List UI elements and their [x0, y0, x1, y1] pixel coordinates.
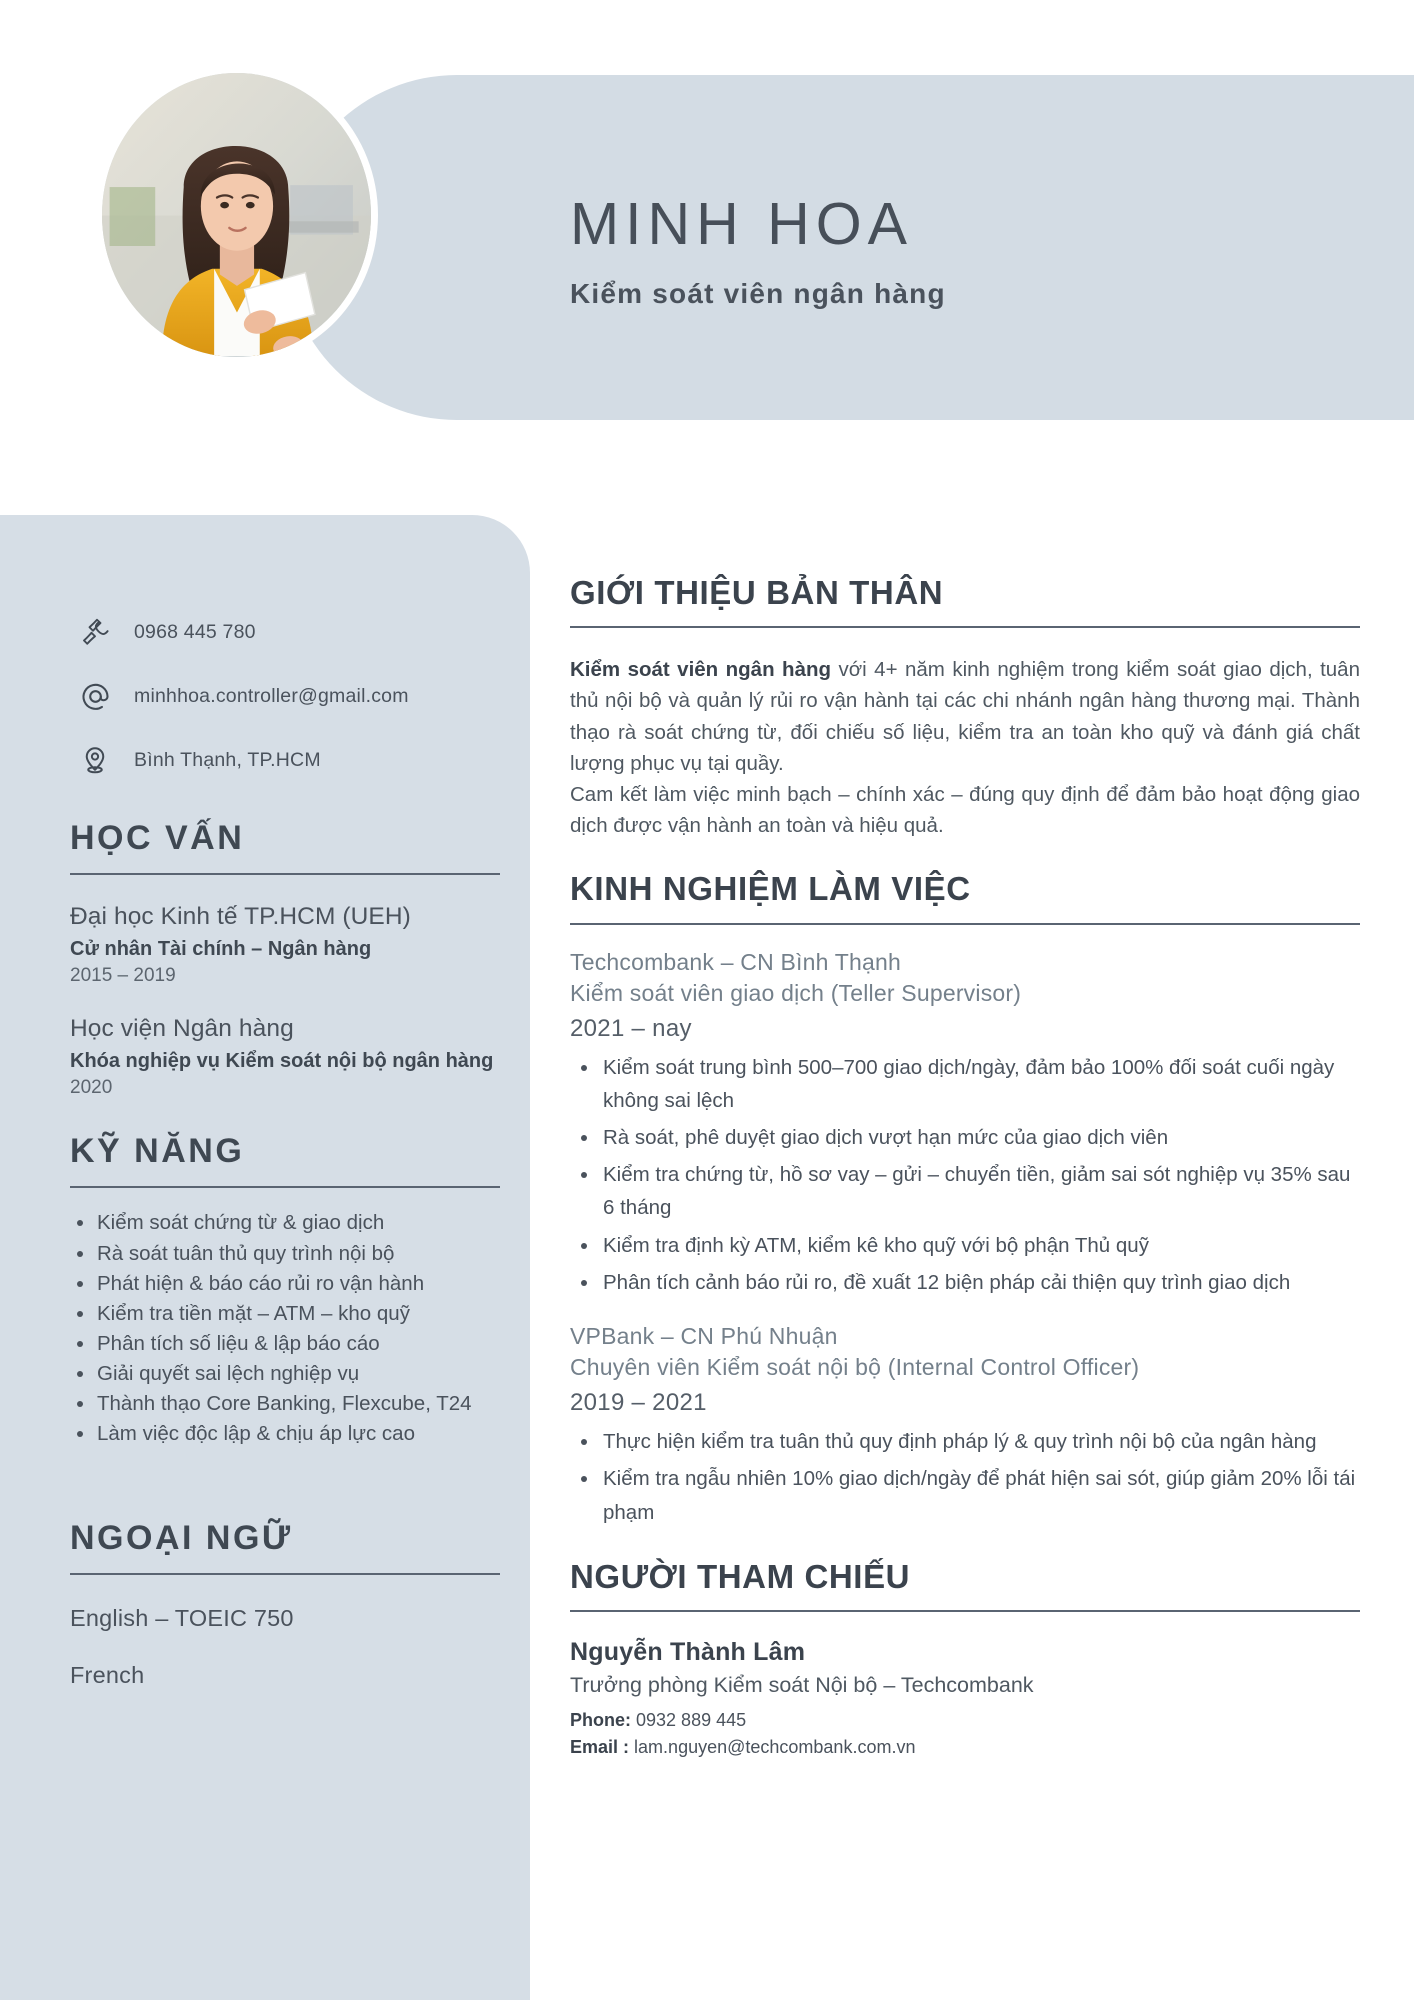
- language-item: French: [70, 1662, 145, 1689]
- job-years: 2021 – nay: [570, 1014, 692, 1042]
- reference-divider: [570, 1610, 1360, 1612]
- education-years: 2020: [70, 1076, 113, 1098]
- list-item: Làm việc độc lập & chịu áp lực cao: [70, 1419, 500, 1448]
- job-role: Chuyên viên Kiểm soát nội bộ (Internal Control Officer): [570, 1354, 1140, 1381]
- education-item: [70, 901, 500, 987]
- summary-divider: [570, 626, 1360, 628]
- job-company: Techcombank – CN Bình Thạnh: [570, 948, 901, 975]
- experience-title: KINH NGHIỆM LÀM VIỆC: [570, 870, 971, 908]
- experience-divider: [570, 923, 1360, 925]
- list-item: Thực hiện kiểm tra tuân thủ quy định pháp lý & quy trình nội bộ của ngân hàng: [570, 1425, 1360, 1458]
- languages-section: [70, 1520, 500, 1689]
- list-item: Kiểm tra chứng từ, hồ sơ vay – gửi – chuyển tiền, giảm sai sót nghiệp vụ 35% sau 6 tháng: [570, 1158, 1360, 1224]
- job-years: 2019 – 2021: [570, 1389, 707, 1417]
- list-item: Kiểm soát chứng từ & giao dịch: [70, 1208, 500, 1237]
- summary-lead: Kiểm soát viên ngân hàng: [570, 658, 832, 682]
- list-item: Giải quyết sai lệch nghiệp vụ: [70, 1359, 500, 1388]
- page-title: MINH HOA: [570, 191, 913, 257]
- list-item: Phân tích số liệu & lập báo cáo: [70, 1329, 500, 1358]
- summary-section: [570, 575, 1360, 841]
- sidebar: [0, 515, 530, 2000]
- reference-name: Nguyễn Thành Lâm: [570, 1638, 806, 1667]
- reference-section: [570, 1559, 1360, 1758]
- job-bullets: [570, 1425, 1360, 1529]
- reference-title: NGƯỜI THAM CHIẾU: [570, 1557, 911, 1595]
- education-school: Học viện Ngân hàng: [70, 1015, 294, 1043]
- list-item: Phát hiện & báo cáo rủi ro vận hành: [70, 1269, 500, 1298]
- list-item: Thành thạo Core Banking, Flexcube, T24: [70, 1389, 500, 1418]
- header-text: [570, 191, 946, 310]
- reference-email-value: lam.nguyen@techcombank.com.vn: [634, 1737, 916, 1758]
- education-years: 2015 – 2019: [70, 965, 176, 987]
- profile-photo-image: [102, 73, 371, 356]
- profile-photo: [95, 66, 378, 364]
- job-role: Kiểm soát viên giao dịch (Teller Supervisor): [570, 979, 1022, 1006]
- reference-email-label: Email :: [570, 1737, 630, 1758]
- list-item: Rà soát tuân thủ quy trình nội bộ: [70, 1239, 500, 1268]
- experience-section: [570, 871, 1360, 1529]
- reference-email: [570, 1737, 1360, 1758]
- contact-list: [78, 615, 508, 807]
- contact-location[interactable]: [78, 743, 508, 777]
- contact-email[interactable]: [78, 679, 508, 713]
- list-item: Kiểm tra tiền mặt – ATM – kho quỹ: [70, 1299, 500, 1328]
- reference-phone-label: Phone:: [570, 1710, 631, 1731]
- education-title: HỌC VẤN: [70, 819, 245, 857]
- skills-section: [70, 1133, 500, 1449]
- contact-email-value: minhhoa.controller@gmail.com: [134, 684, 409, 707]
- location-icon: [78, 743, 112, 777]
- contact-location-value: Bình Thạnh, TP.HCM: [134, 748, 321, 771]
- skills-list: [70, 1208, 500, 1448]
- job-entry: [570, 1321, 1360, 1529]
- language-item: English – TOEIC 750: [70, 1605, 294, 1632]
- reference-role: Trưởng phòng Kiểm soát Nội bộ – Techcombank: [570, 1673, 1034, 1698]
- list-item: Kiểm soát trung bình 500–700 giao dịch/ngày, đảm bảo 100% đối soát cuối ngày không sai lệch: [570, 1051, 1360, 1117]
- skills-title: KỸ NĂNG: [70, 1132, 245, 1170]
- summary-body: với 4+ năm kinh nghiệm trong kiểm soát giao dịch, tuân thủ nội bộ và quản lý rủi ro vận hành tại các chi nhánh ngân hàng thương mại. Thành thạo rà soát chứng từ, đối chiếu số liệu, kiểm tra an toàn kho quỹ và đánh giá chất lượng phục vụ tại quầy.: [570, 658, 1360, 775]
- education-school: Đại học Kinh tế TP.HCM (UEH): [70, 903, 411, 931]
- education-section: [70, 820, 500, 1099]
- languages-divider: [70, 1573, 500, 1575]
- list-item: Kiểm tra định kỳ ATM, kiểm kê kho quỹ với bộ phận Thủ quỹ: [570, 1229, 1360, 1262]
- reference-phone: [570, 1710, 1360, 1731]
- education-divider: [70, 873, 500, 875]
- header-job-title: Kiểm soát viên ngân hàng: [570, 278, 946, 309]
- summary-title: GIỚI THIỆU BẢN THÂN: [570, 574, 944, 611]
- education-degree: Khóa nghiệp vụ Kiểm soát nội bộ ngân hàng: [70, 1049, 494, 1072]
- reference-phone-value: 0932 889 445: [636, 1710, 747, 1731]
- job-bullets: [570, 1051, 1360, 1299]
- skills-divider: [70, 1186, 500, 1188]
- email-icon: [78, 679, 112, 713]
- job-company: VPBank – CN Phú Nhuận: [570, 1323, 838, 1350]
- contact-phone-value: 0968 445 780: [134, 620, 256, 643]
- list-item: Kiểm tra ngẫu nhiên 10% giao dịch/ngày để phát hiện sai sót, giúp giảm 20% lỗi tái phạm: [570, 1462, 1360, 1528]
- list-item: Rà soát, phê duyệt giao dịch vượt hạn mức của giao dịch viên: [570, 1121, 1360, 1154]
- list-item: Phân tích cảnh báo rủi ro, đề xuất 12 biện pháp cải thiện quy trình giao dịch: [570, 1266, 1360, 1299]
- job-entry: [570, 947, 1360, 1300]
- main-content: [570, 575, 1360, 1758]
- languages-title: NGOẠI NGỮ: [70, 1519, 293, 1557]
- phone-icon: [78, 615, 112, 649]
- contact-phone[interactable]: [78, 615, 508, 649]
- summary-body2: Cam kết làm việc minh bạch – chính xác – đúng quy định để đảm bảo hoạt động giao dịch được vận hành an toàn và hiệu quả.: [570, 782, 1360, 838]
- education-degree: Cử nhân Tài chính – Ngân hàng: [70, 937, 372, 960]
- education-item: [70, 1013, 500, 1099]
- summary-text: [570, 654, 1360, 841]
